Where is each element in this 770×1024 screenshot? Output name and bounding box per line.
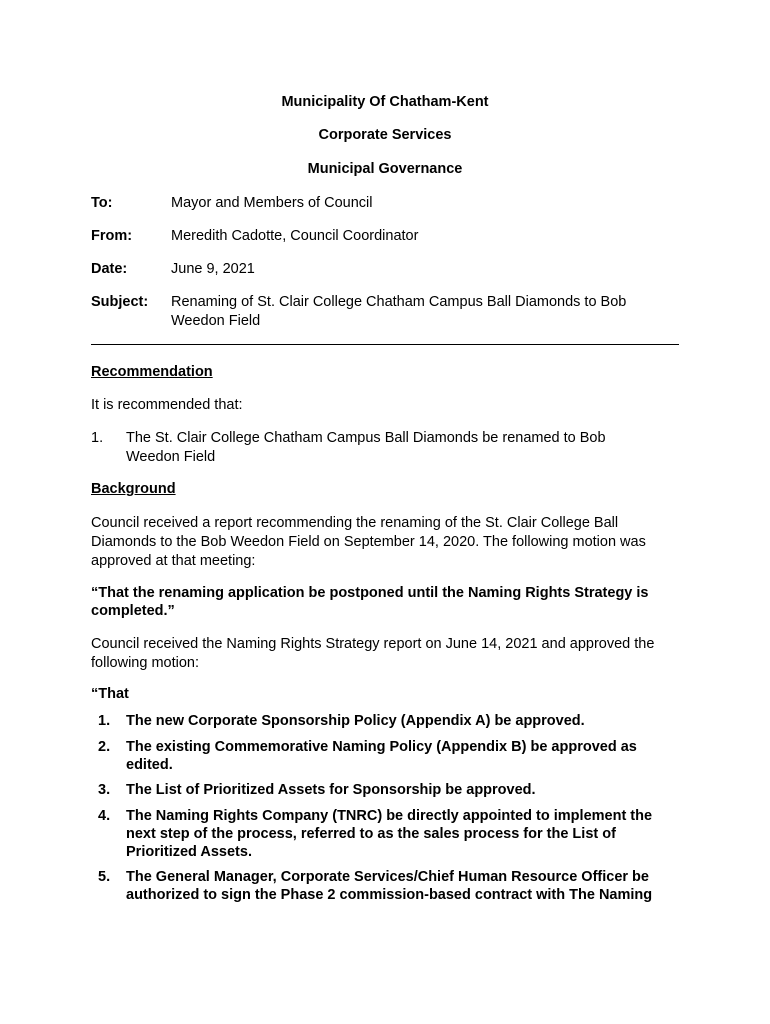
background-para1-line-1: Council received a report recommending the renaming of the St. Clair College Ball (91, 515, 619, 531)
to-label: To: (91, 195, 113, 211)
recommendation-item-line-2: Weedon Field (126, 449, 216, 465)
motion-item-4-number: 4. (98, 808, 111, 824)
background-para1-line-2: Diamonds to the Bob Weedon Field on September 14, 2020. The following motion was (91, 534, 646, 550)
background-para1-line-3: approved at that meeting: (91, 553, 256, 569)
background-heading: Background (91, 481, 176, 497)
date-value: June 9, 2021 (171, 261, 255, 277)
dept-title: Corporate Services (318, 127, 452, 143)
division-title: Municipal Governance (307, 161, 463, 177)
motion-item-5-line-1: The General Manager, Corporate Services/Chief Human Resource Officer be (126, 869, 649, 885)
recommendation-intro: It is recommended that: (91, 397, 243, 413)
quote-line-1: “That the renaming application be postponed until the Naming Rights Strategy is (91, 585, 649, 601)
from-label: From: (91, 228, 133, 244)
motion-item-2-line-2: edited. (126, 757, 173, 773)
motion-item-4-line-2: next step of the process, referred to as the sales process for the List of (126, 826, 616, 842)
motion-item-4-line-1: The Naming Rights Company (TNRC) be directly appointed to implement the (126, 808, 653, 824)
subject-line-2: Weedon Field (171, 313, 261, 329)
motion-item-1-line-1: The new Corporate Sponsorship Policy (Appendix A) be approved. (126, 713, 585, 729)
subject-line-1: Renaming of St. Clair College Chatham Campus Ball Diamonds to Bob (171, 294, 627, 310)
from-value: Meredith Cadotte, Council Coordinator (171, 228, 419, 244)
background-para2-line-2: following motion: (91, 655, 199, 671)
motion-item-4-line-3: Prioritized Assets. (126, 844, 252, 860)
motion-intro: “That (91, 686, 129, 702)
quote-line-2: completed.” (91, 603, 175, 619)
recommendation-item-line-1: The St. Clair College Chatham Campus Ball Diamonds be renamed to Bob (126, 430, 606, 446)
to-value: Mayor and Members of Council (171, 195, 373, 211)
motion-item-3-number: 3. (98, 782, 111, 798)
subject-label: Subject: (91, 294, 149, 310)
motion-item-3-line-1: The List of Prioritized Assets for Sponsorship be approved. (126, 782, 536, 798)
date-label: Date: (91, 261, 128, 277)
motion-item-1-number: 1. (98, 713, 111, 729)
org-title: Municipality Of Chatham-Kent (281, 94, 489, 110)
recommendation-item-number: 1. (91, 430, 104, 446)
motion-item-2-line-1: The existing Commemorative Naming Policy (Appendix B) be approved as (126, 739, 637, 755)
background-para2-line-1: Council received the Naming Rights Strategy report on June 14, 2021 and approved the (91, 636, 655, 652)
recommendation-heading: Recommendation (91, 364, 213, 380)
motion-item-2-number: 2. (98, 739, 111, 755)
motion-item-5-line-2: authorized to sign the Phase 2 commission-based contract with The Naming (126, 887, 653, 903)
motion-item-5-number: 5. (98, 869, 111, 885)
header-divider (91, 344, 679, 345)
